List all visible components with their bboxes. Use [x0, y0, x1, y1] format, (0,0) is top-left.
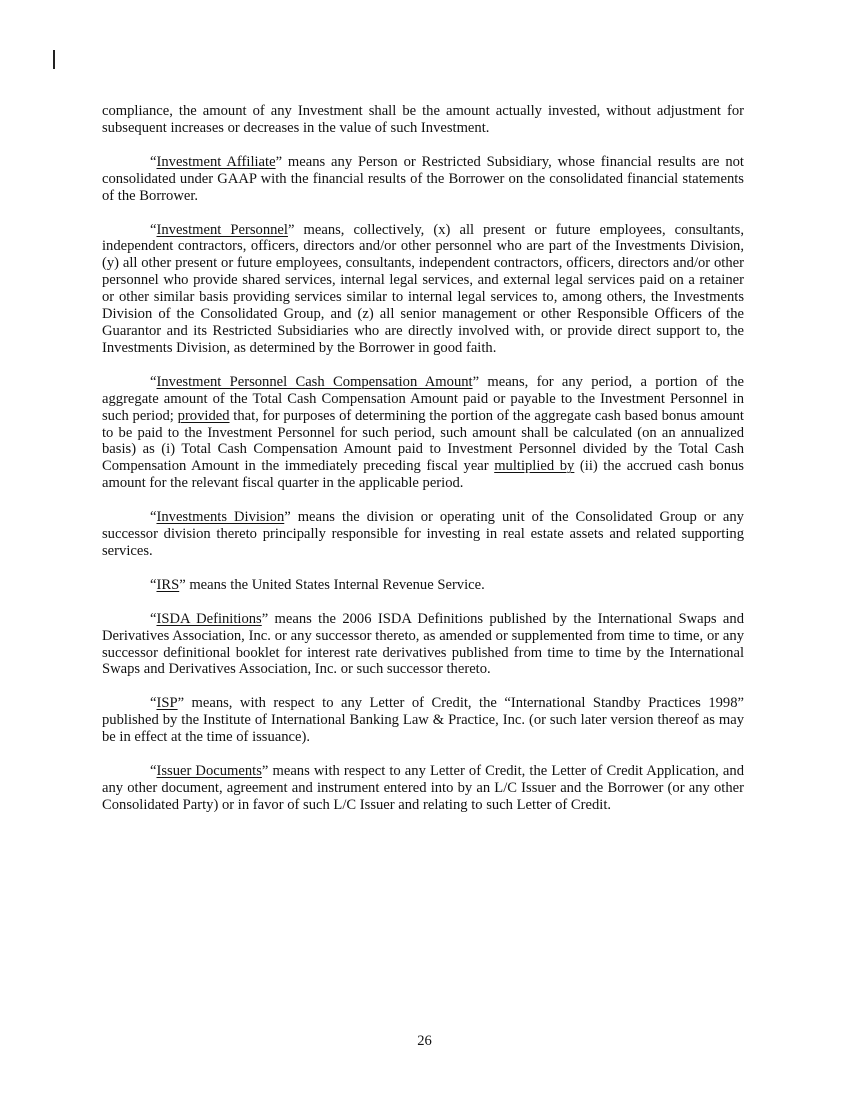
definition-isp [102, 695, 744, 746]
defined-term: ISDA Definitions [156, 610, 262, 627]
open-quote: “ [150, 576, 157, 593]
definition-text: ” means the 2006 ISDA Definitions published by the International Swaps and Derivatives Association, Inc. or any successor thereto, as amended or supplemented from time to time, or any successor definitional booklet for interest rate derivatives published from time to time by the International Swaps and Derivatives Association, Inc. or such successor thereto. [102, 610, 745, 678]
definition-investment-affiliate [102, 154, 744, 205]
definition-investment-personnel-cash-compensation-amount [102, 374, 744, 492]
open-quote: “ [150, 695, 157, 712]
defined-term: Investment Personnel [156, 221, 288, 238]
definition-investments-division [102, 509, 744, 560]
open-quote: “ [150, 373, 157, 390]
provided-emphasis: provided [177, 407, 230, 424]
definition-text: ” means, for any period, a portion of the aggregate amount of the Total Cash Compensation Amount paid or payable to the Investment Personnel in such period; [102, 373, 744, 424]
definition-text: ” means with respect to any Letter of Credit, the Letter of Credit Application, and any other document, agreement and instrument entered into by an L/C Issuer and the Borrower (or any other Consolidated Party) or in favor of such L/C Issuer and relating to such Letter of Credit. [102, 763, 745, 813]
definition-investment-personnel [102, 222, 744, 357]
open-quote: “ [150, 153, 157, 170]
open-quote: “ [150, 509, 157, 526]
defined-term: Investments Division [156, 509, 285, 526]
definition-text: ” means, with respect to any Letter of Credit, the “International Standby Practices 1998” published by the Institute of International Banking Law & Practice, Inc. (or such later version thereof as may be in effect at the time of issuance). [102, 695, 744, 746]
open-quote: “ [150, 610, 157, 627]
definition-text: ” means the United States Internal Revenue Service. [179, 576, 485, 593]
definition-text: ” means, collectively, (x) all present or future employees, consultants, independent contractors, officers, directors and/or other personnel who are part of the Investments Division, (y) all other present or future employees, consultants, independent contractors, officers, directors and/or other personnel who provide shared services, internal legal services, and external legal services paid on a retainer or other similar basis providing services similar to internal legal services to, among others, the Investments Division of the Consolidated Group, and (z) all senior management or other Responsible Officers of the Guarantor and its Restricted Subsidiaries who are directly involved with, or provide direct support to, the Investments Division, as determined by the Borrower in good faith. [102, 221, 744, 356]
open-quote: “ [150, 763, 157, 780]
definition-text: ” means any Person or Restricted Subsidiary, whose financial results are not consolidated under GAAP with the financial results of the Borrower on the consolidated financial statements of the Borrower. [102, 153, 744, 204]
definition-text: (ii) the accrued cash bonus amount for the relevant fiscal quarter in the applicable period. [102, 458, 744, 492]
paragraph-text: compliance, the amount of any Investment shall be the amount actually invested, without adjustment for subsequent increases or decreases in the value of such Investment. [102, 103, 744, 136]
definition-text: that, for purposes of determining the portion of the aggregate cash based bonus amount to be paid to the Investment Personnel for such period, such amount shall be calculated (on an annualized basis) as (i) Total Cash Compensation Amount paid to Investment Personnel divided by the Total Cash Compensation Amount in the immediately preceding fiscal year [102, 407, 744, 475]
defined-term: Investment Personnel Cash Compensation Amount [156, 373, 473, 390]
paragraph-continuation [102, 103, 744, 137]
revision-change-bar [53, 50, 55, 69]
definition-issuer-documents [102, 763, 744, 814]
multiplied-by-emphasis: multiplied by [494, 458, 575, 475]
defined-term: IRS [156, 576, 180, 593]
defined-term: Issuer Documents [156, 763, 262, 780]
defined-term: Investment Affiliate [156, 153, 276, 170]
open-quote: “ [150, 221, 157, 238]
page-number: 26 [417, 1033, 432, 1049]
definition-irs [102, 577, 744, 594]
definition-isda-definitions [102, 611, 744, 679]
defined-term: ISP [156, 695, 178, 712]
document-body [102, 103, 744, 831]
definition-text: ” means the division or operating unit of the Consolidated Group or any successor division thereto principally responsible for investing in real estate assets and related supporting services. [102, 509, 744, 559]
